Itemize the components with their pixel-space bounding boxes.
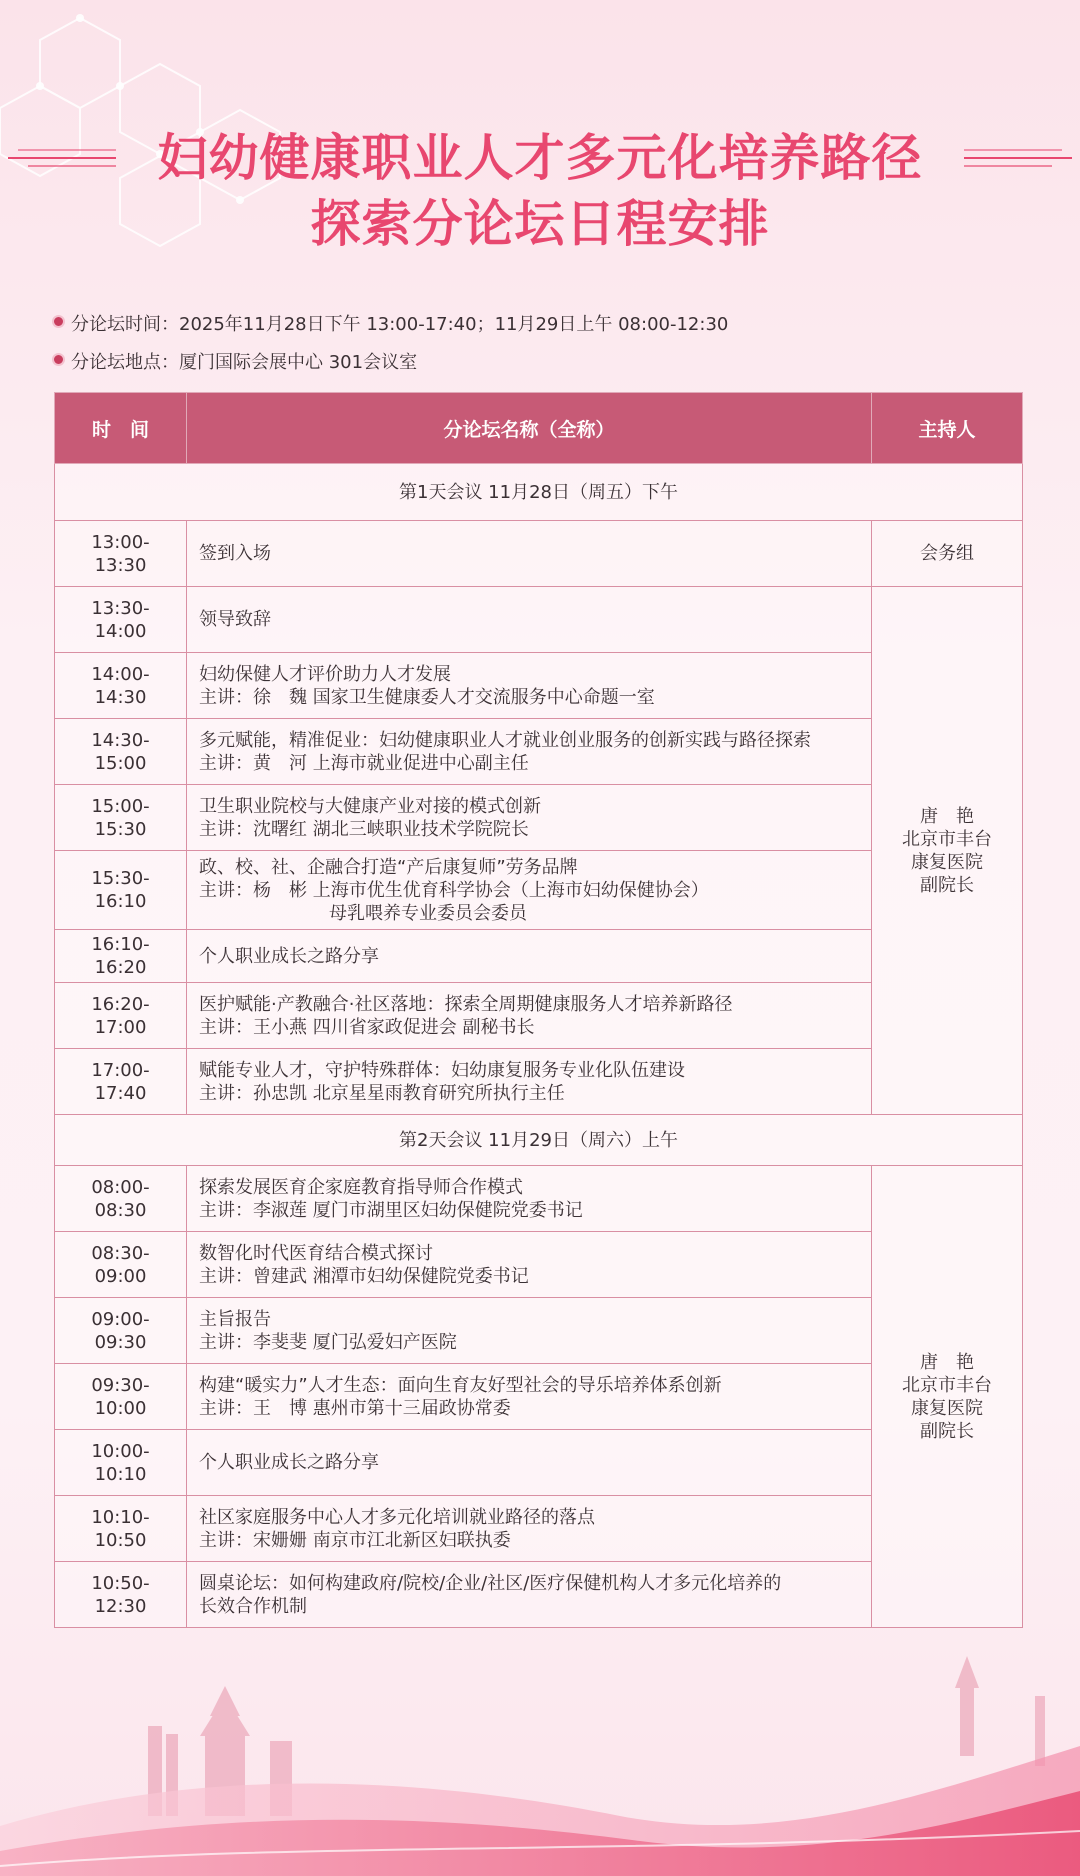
row-topic (187, 1364, 872, 1430)
row-time: 14:30-15:00 (55, 719, 187, 785)
row-time: 10:50-12:30 (55, 1562, 187, 1628)
topic-text: 领导致辞 (199, 609, 271, 630)
speaker-text: 主讲：李淑莲 厦门市湖里区妇幼保健院党委书记 (199, 1199, 583, 1221)
row-time: 13:30-14:00 (55, 587, 187, 653)
row-time: 09:30-10:00 (55, 1364, 187, 1430)
speaker-text: 主讲：孙忠凯 北京星星雨教育研究所执行主任 (199, 1082, 565, 1104)
host-org-line1: 北京市丰台 (902, 828, 992, 850)
row-time: 14:00-14:30 (55, 653, 187, 719)
bullet-dot-icon (52, 315, 65, 328)
topic-text: 医护赋能·产教融合·社区落地：探索全周期健康服务人才培养新路径 (199, 993, 733, 1015)
row-time: 16:20-17:00 (55, 983, 187, 1049)
day2-host-cell (872, 1166, 1023, 1628)
speaker-text: 主讲：王 博 惠州市第十三届政协常委 (199, 1397, 511, 1419)
speaker-text: 主讲：黄 河 上海市就业促进中心副主任 (199, 752, 529, 774)
topic-text: 妇幼保健人才评价助力人才发展 (199, 663, 451, 685)
row-topic (187, 1232, 872, 1298)
row-topic (187, 1298, 872, 1364)
header-host: 主持人 (872, 393, 1023, 464)
bullet-dot-icon (52, 353, 65, 366)
host-role: 副院长 (920, 874, 974, 896)
host-org-line2: 康复医院 (911, 1397, 983, 1419)
row-topic (187, 930, 872, 983)
host-role: 副院长 (920, 1420, 974, 1442)
row-time: 08:00-08:30 (55, 1166, 187, 1232)
row-topic (187, 1430, 872, 1496)
topic-text: 卫生职业院校与大健康产业对接的模式创新 (199, 795, 541, 817)
host-name: 唐 艳 (920, 1351, 974, 1373)
topic-text: 主旨报告 (199, 1308, 271, 1330)
topic-text: 社区家庭服务中心人才多元化培训就业路径的落点 (199, 1506, 595, 1528)
row-topic (187, 653, 872, 719)
topic-text: 签到入场 (199, 543, 271, 564)
row-host: 会务组 (872, 521, 1023, 587)
topic-text: 赋能专业人才，守护特殊群体：妇幼康复服务专业化队伍建设 (199, 1059, 685, 1081)
topic-text: 多元赋能，精准促业：妇幼健康职业人才就业创业服务的创新实践与路径探索 (199, 729, 811, 751)
row-topic (187, 521, 872, 587)
page-title (0, 125, 1080, 257)
row-time: 17:00-17:40 (55, 1049, 187, 1115)
speaker-text: 主讲：王小燕 四川省家政促进会 副秘书长 (199, 1016, 535, 1038)
speaker-text: 主讲：李斐斐 厦门弘爱妇产医院 (199, 1331, 457, 1353)
header-time: 时 间 (55, 393, 187, 464)
topic-text-continued: 长效合作机制 (199, 1595, 307, 1617)
host-name: 唐 艳 (920, 805, 974, 827)
forum-location-text: 分论坛地点：厦门国际会展中心 301会议室 (71, 352, 418, 373)
row-time: 09:00-09:30 (55, 1298, 187, 1364)
row-topic (187, 719, 872, 785)
topic-text: 探索发展医育企家庭教育指导师合作模式 (199, 1176, 523, 1198)
bottom-wave-decoration (0, 1616, 1080, 1876)
speaker-text: 主讲：杨 彬 上海市优生优育科学协会（上海市妇幼保健协会） (199, 879, 709, 901)
topic-text: 个人职业成长之路分享 (199, 1452, 379, 1473)
title-line-2: 探索分论坛日程安排 (310, 195, 770, 253)
speaker-text-continued: 母乳喂养专业委员会委员 (329, 902, 527, 924)
topic-text: 政、校、社、企融合打造“产后康复师”劳务品牌 (199, 856, 578, 878)
forum-time-text: 分论坛时间：2025年11月28日下午 13:00-17:40；11月29日上午 08:00-12:30 (71, 314, 729, 335)
row-time: 10:00-10:10 (55, 1430, 187, 1496)
row-time: 13:00-13:30 (55, 521, 187, 587)
row-topic (187, 1496, 872, 1562)
host-org-line2: 康复医院 (911, 851, 983, 873)
day1-label: 第1天会议 11月28日（周五）下午 (55, 464, 1023, 521)
title-line-1: 妇幼健康职业人才多元化培养路径 (157, 129, 923, 187)
row-time: 15:30-16:10 (55, 851, 187, 930)
row-topic (187, 851, 872, 930)
topic-text: 个人职业成长之路分享 (199, 945, 379, 967)
table-row (55, 521, 1023, 587)
forum-location-info (52, 348, 417, 374)
topic-text: 圆桌论坛：如何构建政府/院校/企业/社区/医疗保健机构人才多元化培养的 (199, 1572, 782, 1594)
row-topic (187, 785, 872, 851)
row-time: 10:10-10:50 (55, 1496, 187, 1562)
row-time: 08:30-09:00 (55, 1232, 187, 1298)
speaker-text: 主讲：沈曙红 湖北三峡职业技术学院院长 (199, 818, 529, 840)
row-time: 16:10-16:20 (55, 930, 187, 983)
header-forum-name: 分论坛名称（全称） (187, 393, 872, 464)
speaker-text: 主讲：宋姗姗 南京市江北新区妇联执委 (199, 1529, 511, 1551)
forum-time-info (52, 310, 728, 336)
day1-host-cell (872, 587, 1023, 1115)
row-topic (187, 1166, 872, 1232)
topic-text: 数智化时代医育结合模式探讨 (199, 1242, 433, 1264)
speaker-text: 主讲：徐 魏 国家卫生健康委人才交流服务中心命题一室 (199, 686, 655, 708)
table-row (55, 1166, 1023, 1232)
row-time: 15:00-15:30 (55, 785, 187, 851)
topic-text: 构建“暖实力”人才生态：面向生育友好型社会的导乐培养体系创新 (199, 1374, 722, 1396)
table-row (55, 587, 1023, 653)
day2-label: 第2天会议 11月29日（周六）上午 (55, 1115, 1023, 1166)
schedule-table (54, 392, 1023, 1628)
table-header-row (55, 393, 1023, 464)
host-org-line1: 北京市丰台 (902, 1374, 992, 1396)
row-topic (187, 1049, 872, 1115)
row-topic (187, 983, 872, 1049)
speaker-text: 主讲：曾建武 湘潭市妇幼保健院党委书记 (199, 1265, 529, 1287)
row-topic (187, 587, 872, 653)
